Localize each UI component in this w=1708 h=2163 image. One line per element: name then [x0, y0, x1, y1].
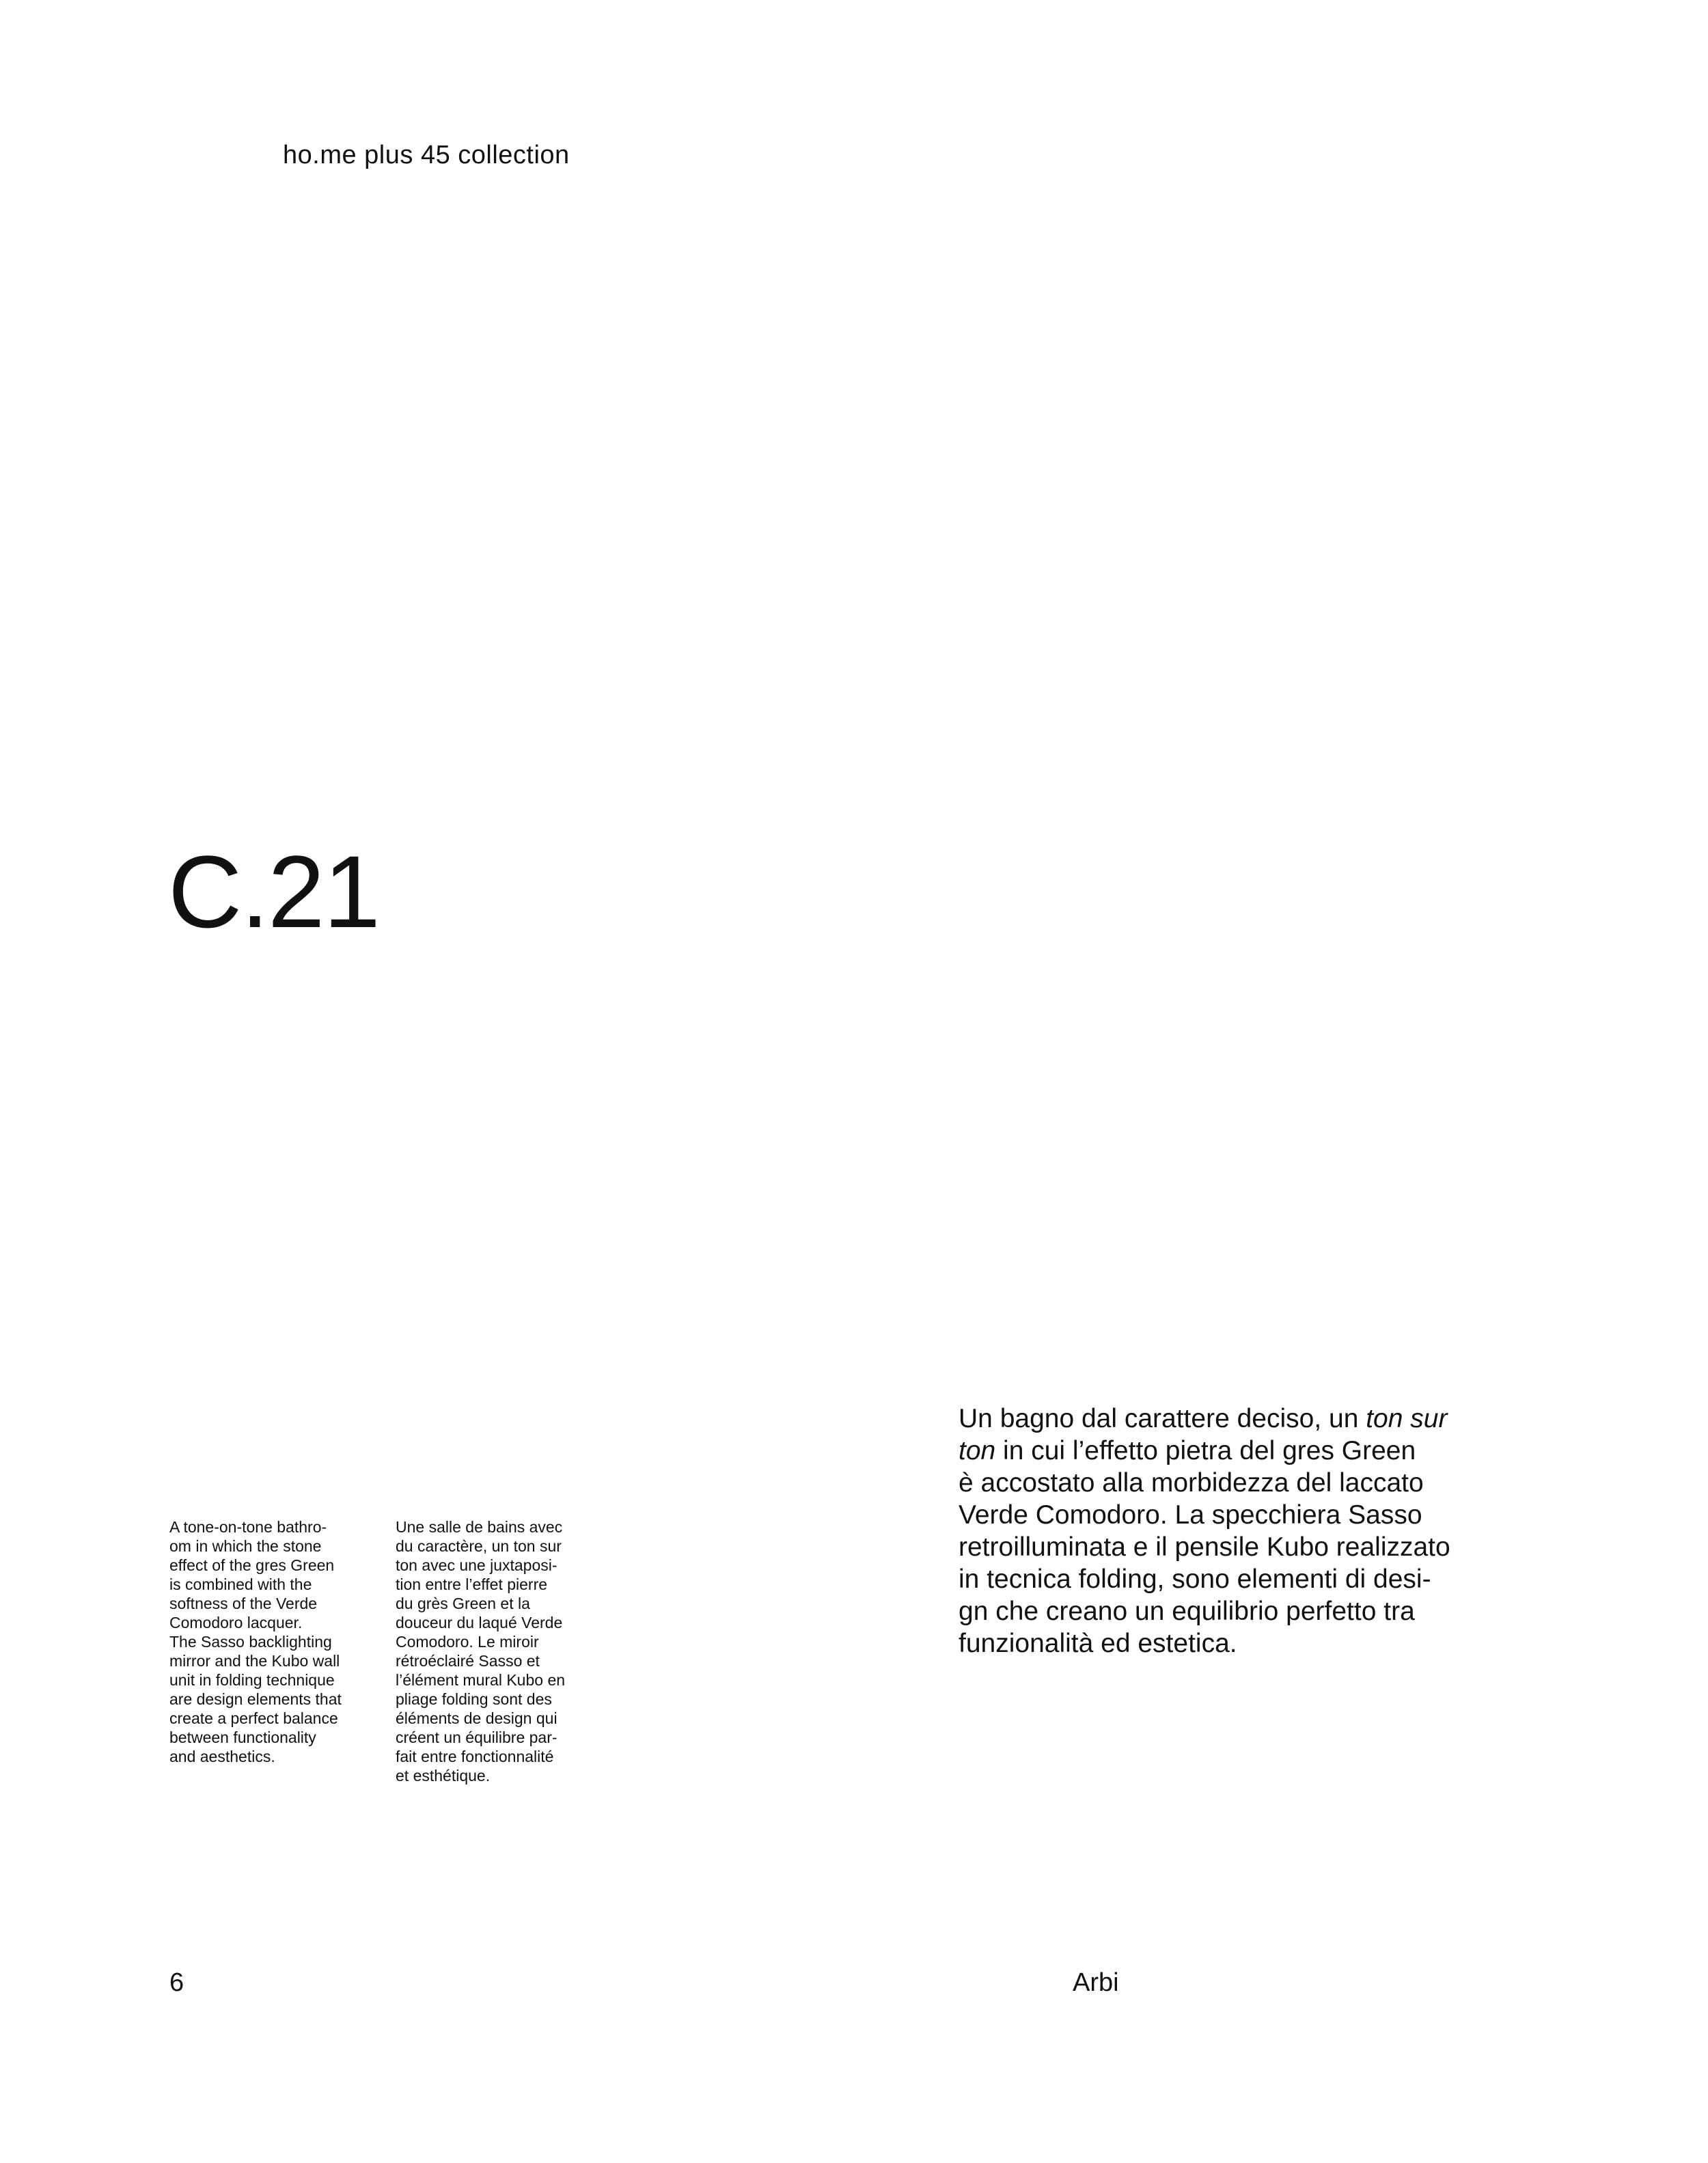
italian-line-2-italic: ton	[959, 1436, 996, 1465]
italian-line-8: funzionalità ed estetica.	[959, 1629, 1237, 1658]
italian-line-1	[959, 1403, 1560, 1435]
description-italian	[959, 1403, 1560, 1659]
page-number: 6	[169, 1968, 184, 1997]
italian-line-5: retroilluminata e il pensile Kubo realizzato	[959, 1532, 1450, 1562]
italian-line-3: è accostato alla morbidezza del laccato	[959, 1468, 1424, 1498]
description-french: Une salle de bains avec du caractère, un ton sur ton avec une juxtaposi- tion entre l’effet pierre du grès Green et la douceur du laqué Verde Comodoro. Le miroir rétroéclairé Sasso et l’élément mural Kubo en pliage folding sont des éléments de design qui créent un équilibre par- fait entre fonctionnalité et esthétique.	[396, 1518, 566, 1785]
italian-line-1-text: Un bagno dal carattere deciso, un	[959, 1404, 1366, 1433]
italian-line-2	[959, 1435, 1560, 1467]
italian-line-6: in tecnica folding, sono elementi di desi-	[959, 1565, 1431, 1594]
brand-name: Arbi	[1073, 1968, 1119, 1997]
collection-title: ho.me plus 45 collection	[283, 141, 570, 169]
description-english: A tone-on-tone bathro- om in which the stone effect of the gres Green is combined with the softness of the Verde Comodoro lacquer. The Sasso backlighting mirror and the Kubo wall unit in folding technique are design elements that create a perfect balance between functionality and aesthetics.	[169, 1518, 342, 1765]
italian-line-2-text: in cui l’effetto pietra del gres Green	[995, 1436, 1416, 1465]
italian-line-7: gn che creano un equilibrio perfetto tra	[959, 1597, 1415, 1626]
italian-line-4: Verde Comodoro. La specchiera Sasso	[959, 1500, 1422, 1530]
italian-line-1-italic: ton sur	[1366, 1404, 1448, 1433]
model-code-heading: C.21	[168, 834, 379, 949]
